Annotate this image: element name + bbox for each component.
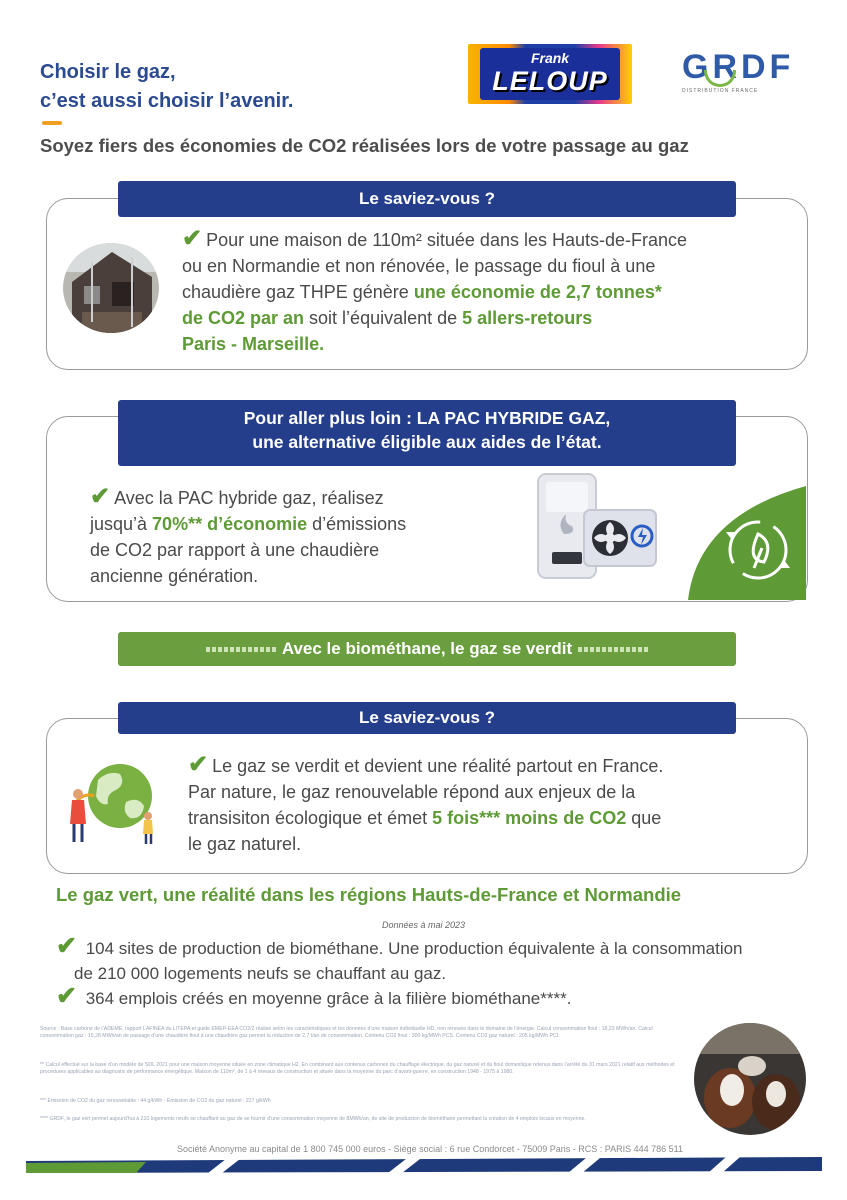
section1-highlight-route: Paris - Marseille. — [182, 334, 325, 354]
grdf-logo — [682, 48, 806, 104]
regions-item2: 364 emplois créés en moyenne grâce à la filière biométhane****. — [85, 989, 572, 1008]
section2-line2a: jusqu’à — [90, 514, 153, 534]
list-item — [56, 934, 816, 986]
frank-leloup-logo-line2: LELOUP — [492, 66, 608, 96]
footer-legal: Société Anonyme au capital de 1 800 745 000 euros - Siège social : 6 rue Condorcet - 75009 Paris - RCS : PARIS 444 786 511 — [177, 1144, 683, 1154]
section3-text — [188, 752, 798, 857]
frank-leloup-logo — [468, 44, 632, 104]
hybrid-heat-pump-icon — [528, 470, 660, 588]
grdf-tagline: DISTRIBUTION FRANCE — [682, 88, 759, 94]
footnote-3: *** Émission de CO2 du gaz renouvelable : 44 g/kWh - Émission de CO2 du gaz naturel : 227 g/kWh — [40, 1098, 271, 1104]
section3-line2: Par nature, le gaz renouvelable répond aux enjeux de la — [188, 782, 636, 802]
section2-line1: Avec la PAC hybride gaz, réalisez — [114, 488, 384, 508]
house-photo-icon — [62, 242, 160, 334]
headline-accent-rule — [42, 121, 62, 125]
checkmark-icon: ✔ — [90, 483, 111, 510]
section1-text — [182, 226, 802, 357]
decorative-dash-left — [206, 647, 276, 652]
biomethane-banner — [118, 632, 736, 666]
section3-banner: Le saviez-vous ? — [118, 702, 736, 734]
grdf-logo-text: GRDF — [682, 48, 795, 86]
section2-text — [90, 484, 510, 589]
page-subtitle: Soyez fiers des économies de CO2 réalisées lors de votre passage au gaz — [40, 135, 689, 156]
section2-banner-line2: une alternative éligible aux aides de l’état. — [252, 432, 602, 452]
section2-banner-line1: Pour aller plus loin : LA PAC HYBRIDE GAZ, — [243, 408, 611, 428]
regions-item1-line2: de 210 000 logements neufs se chauffant au gaz. — [74, 964, 447, 983]
section2-highlight-percent: 70%** d’économie — [152, 514, 308, 534]
section1-line1: Pour une maison de 110m² située dans les Hauts-de-France — [206, 230, 688, 250]
headline-line-2: c’est aussi choisir l’avenir. — [40, 90, 294, 112]
section3-highlight-co2: 5 fois*** moins de CO2 — [432, 808, 627, 828]
section1-line4: soit l’équivalent de — [304, 308, 463, 328]
checkmark-icon: ✔ — [182, 225, 203, 252]
checkmark-icon: ✔ — [56, 932, 77, 960]
section2-line2c: d’émissions — [307, 514, 407, 534]
section1-highlight-trips: 5 allers-retours — [462, 308, 593, 328]
section3-line3c: que — [626, 808, 662, 828]
headline — [40, 58, 293, 116]
section1-line3: chaudière gaz THPE génère — [182, 282, 414, 302]
section3-line1: Le gaz se verdit et devient une réalité partout en France. — [212, 756, 664, 776]
checkmark-icon: ✔ — [188, 751, 209, 778]
biomethane-banner-text: Avec le biométhane, le gaz se verdit — [281, 639, 573, 658]
footer-stripes — [26, 1155, 822, 1173]
eco-leaf-icon — [688, 486, 806, 600]
decorative-dash-right — [578, 647, 648, 652]
section2-line4: ancienne génération. — [90, 566, 259, 586]
section1-line2: ou en Normandie et non rénovée, le passage du fioul à une — [182, 256, 656, 276]
section1-banner: Le saviez-vous ? — [118, 181, 736, 217]
list-item — [56, 984, 816, 1011]
checkmark-icon: ✔ — [56, 982, 77, 1010]
section1-highlight-co2: de CO2 par an — [182, 308, 305, 328]
section3-line4: le gaz naturel. — [188, 834, 302, 854]
footnote-2: ** Calcul effectué sur la base d’un modèle de SDL 2021 pour une maison moyenne située en zone climatique H2. En combinant aux contenus carbones du chauffage électrique, du gaz naturel et du fioul domestique retenus dans l’arrêté du 31 mars 2021 relatif aux méthodes et procédures applicables au diagnostic de performance énergétique. Maison de 110m², de 1 à 4 niveaux de construction et située dans la moyenne du parc d’avant-guerre, en construction 1948 - 1975 à 1980. — [40, 1062, 675, 1075]
regions-title: Le gaz vert, une réalité dans les régions Hauts-de-France et Normandie — [56, 884, 682, 905]
section2-banner — [118, 400, 736, 466]
regions-item1-line1: 104 sites de production de biométhane. Une production équivalente à la consommation — [85, 939, 743, 958]
footnote-1: Source : Base carbone de l’ADEME, rapport LAFINEA du LITEPA et guide EMEP-EEA CO2/2 réalisé selon les caractéristiques et les données d’une maison individuelle HD, non rénovée dans le domaine de l’énergie. Calcul consommation fioul : 18,23 MWh/an. Calcul consommation gaz : 15,28 MWh/an de passage d’une chaudière fioul à une chaudière gaz permet la réduction de 2,7 t/an de consommation. Contenu CO2 fioul : 300 kg/MWh PCS. Contenu CO2 gaz naturel : 205 kg/MWh PCI. — [40, 1026, 653, 1039]
frank-leloup-logo-line1: Frank — [530, 50, 570, 66]
cows-photo-icon — [692, 1020, 808, 1138]
section2-line3: de CO2 par rapport à une chaudière — [90, 540, 380, 560]
earth-people-icon — [64, 758, 160, 848]
section3-line3a: transisiton écologique et émet — [188, 808, 433, 828]
headline-line-1: Choisir le gaz, — [40, 61, 176, 83]
footnote-4: **** GRDF, le gaz vert permet aujourd’hui à 210 logements neufs se chauffant au gaz de se fournir d’une consommation moyenne de 8MWh/an, de site de production de biométhane permettant la création de 4 emplois locaux en moyenne. — [40, 1116, 586, 1122]
date-note: Données à mai 2023 — [381, 920, 466, 930]
section1-highlight-tonnes: une économie de 2,7 tonnes* — [413, 282, 662, 302]
